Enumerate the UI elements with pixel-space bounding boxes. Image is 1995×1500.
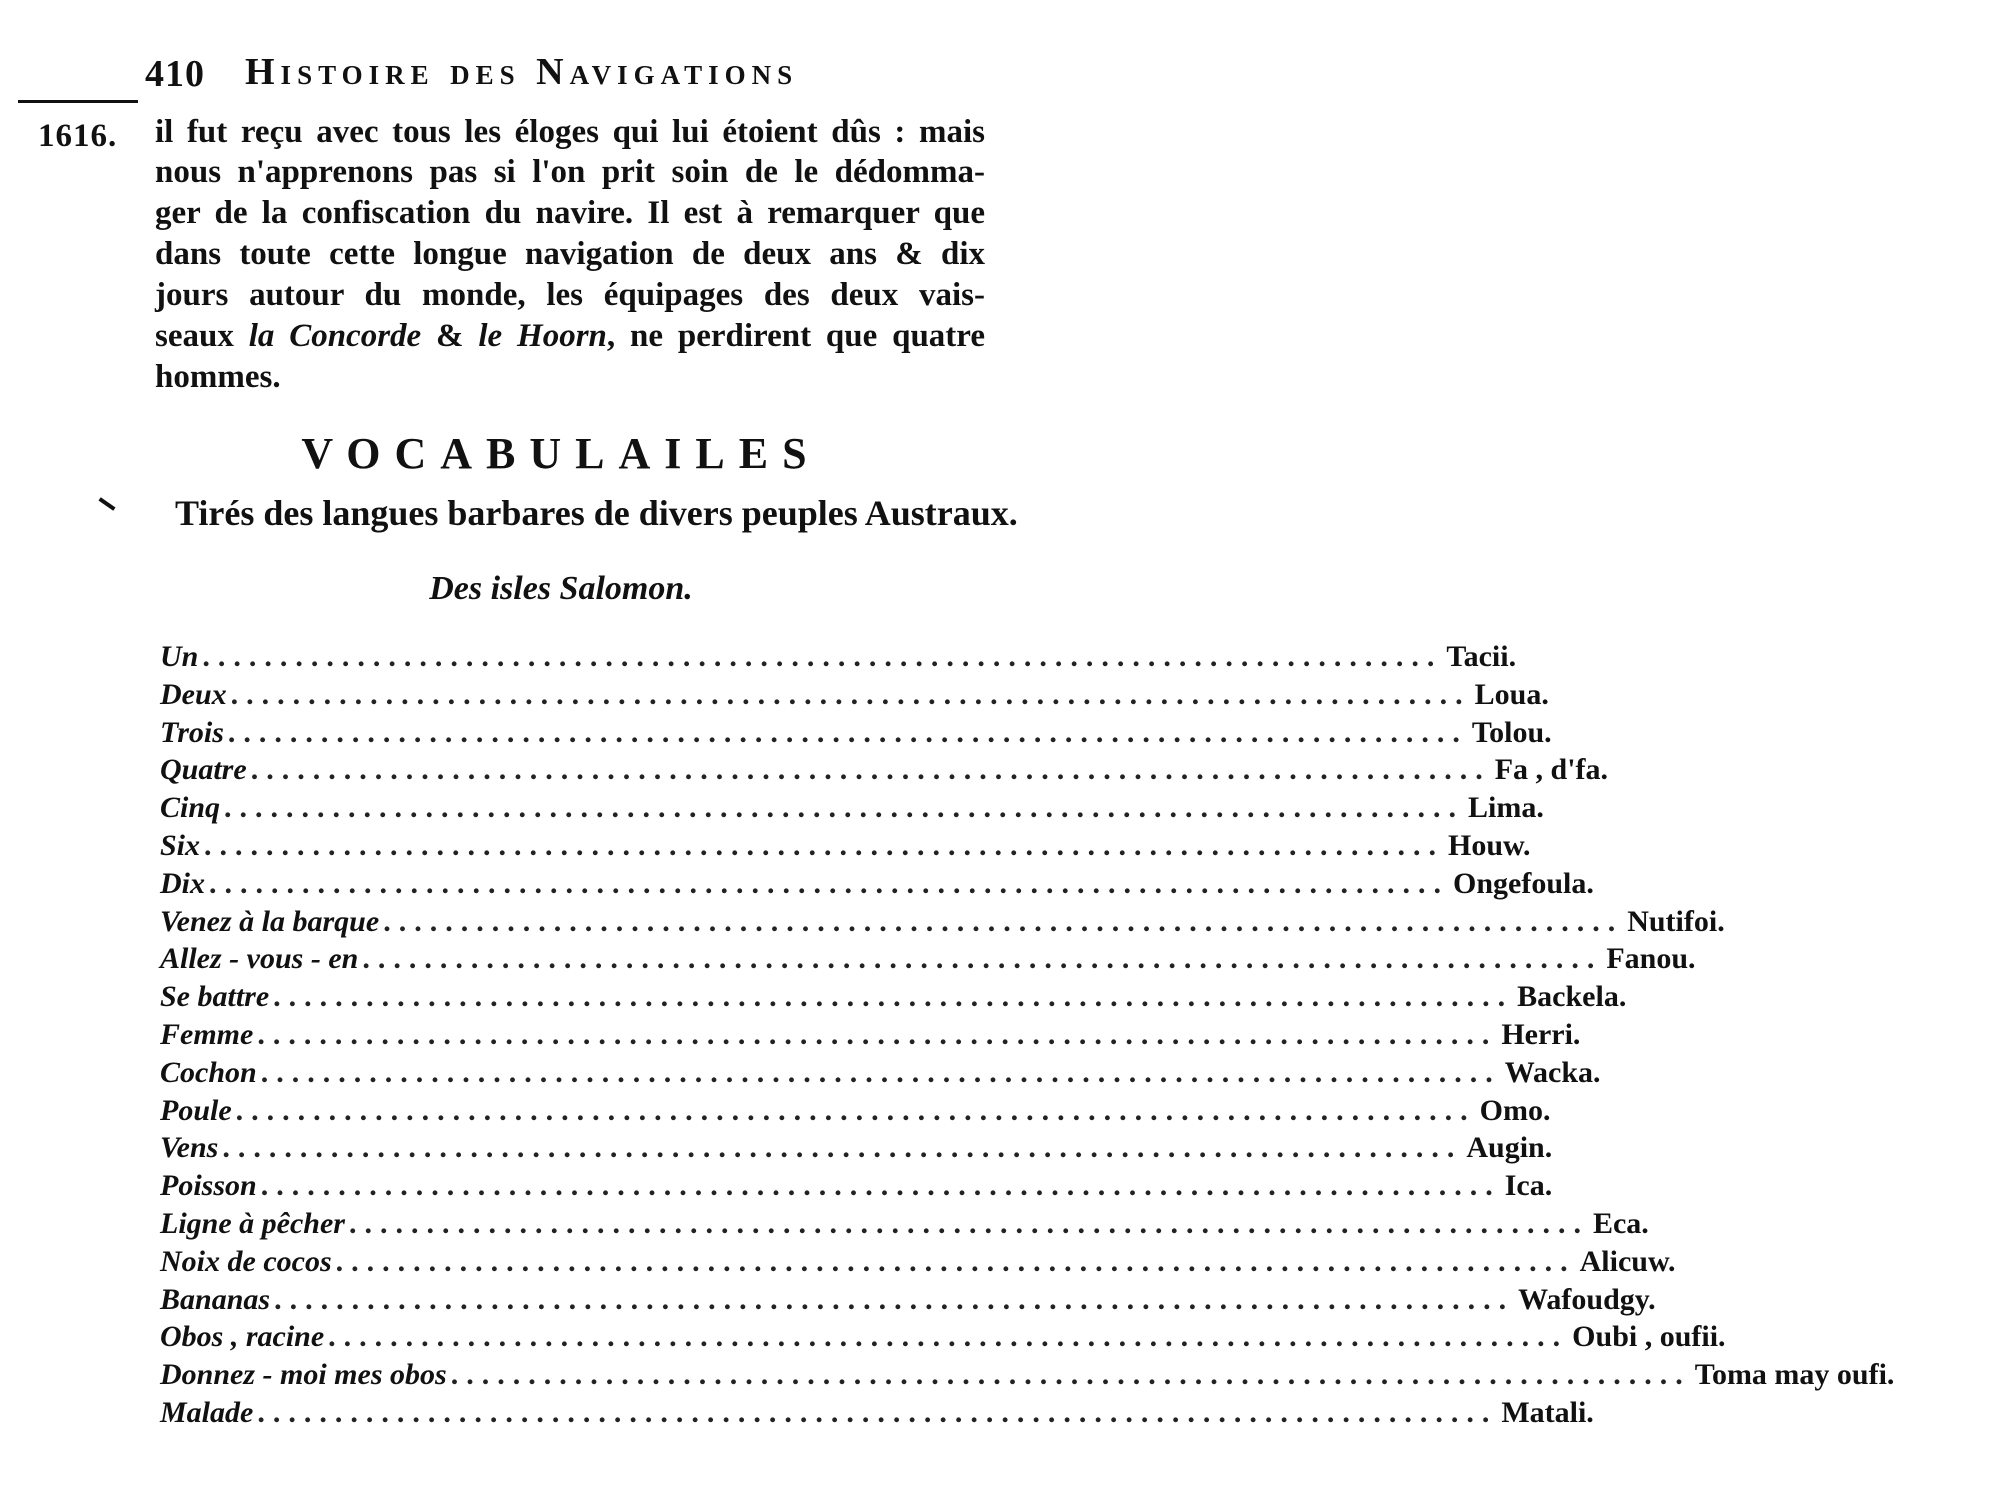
vocab-translation: Ica. xyxy=(1504,1169,1553,1203)
dot-leader: ................................................................................ xyxy=(328,1320,1569,1354)
ship-line-start: seaux xyxy=(155,318,234,354)
vocab-row xyxy=(160,677,1549,716)
vocab-row xyxy=(160,942,1696,980)
vocab-translation: Wafoudgy. xyxy=(1518,1282,1656,1316)
body-line: jours autour du monde, les équipages des deux vais- xyxy=(155,277,985,313)
vocab-term: Allez - vous - en xyxy=(160,942,359,976)
header-rule xyxy=(18,100,138,103)
vocab-row xyxy=(160,1358,1895,1396)
body-line-ships xyxy=(155,316,985,356)
vocab-term: Bananas xyxy=(160,1282,271,1316)
vocab-term: Cochon xyxy=(160,1055,257,1089)
vocab-row xyxy=(160,1244,1676,1283)
vocab-translation: Toma may oufi. xyxy=(1694,1358,1895,1392)
vocab-translation: Houw. xyxy=(1448,828,1531,862)
vocab-term: Malade xyxy=(160,1395,254,1429)
vocab-row xyxy=(160,1169,1553,1207)
dot-leader: ................................................................................ xyxy=(260,1169,1501,1203)
vocab-row xyxy=(160,904,1725,943)
vocab-translation: Fanou. xyxy=(1606,942,1696,976)
ampersand: & xyxy=(436,318,464,354)
dot-leader: ................................................................................ xyxy=(235,1093,1476,1127)
body-line: dans toute cette longue navigation de deux ans & dix xyxy=(155,236,985,272)
margin-mark xyxy=(98,497,115,511)
dot-leader: ................................................................................ xyxy=(450,1358,1691,1392)
vocab-term: Un xyxy=(160,640,199,673)
vocab-translation: Tacii. xyxy=(1446,640,1517,673)
vocab-term: Poisson xyxy=(160,1169,257,1203)
body-line: hommes. xyxy=(155,359,281,395)
vocab-row xyxy=(160,1206,1649,1245)
vocab-translation: Lima. xyxy=(1468,791,1544,825)
vocab-term: Vens xyxy=(160,1131,219,1165)
ship-line-end: , ne perdirent que quatre xyxy=(606,318,985,354)
vocab-term: Trois xyxy=(160,715,224,749)
page-number: 410 xyxy=(145,53,205,95)
vocab-translation: Nutifoi. xyxy=(1627,904,1725,938)
vocab-translation: Oubi , oufii. xyxy=(1572,1320,1726,1354)
vocab-translation: Matali. xyxy=(1501,1395,1594,1429)
dot-leader: ................................................................................ xyxy=(227,715,1468,749)
vocab-translation: Herri. xyxy=(1501,1017,1581,1051)
vocab-term: Six xyxy=(160,828,201,862)
vocab-term: Noix de cocos xyxy=(160,1244,332,1278)
vocab-translation: Omo. xyxy=(1479,1093,1551,1127)
vocab-term: Cinq xyxy=(160,791,221,825)
subsection-heading: Des isles Salomon. xyxy=(429,570,693,607)
dot-leader: ................................................................................ xyxy=(230,677,1471,711)
vocab-translation: Loua. xyxy=(1474,677,1549,711)
section-subtitle: Tirés des langues barbares de divers peuples Austraux. xyxy=(175,493,1018,533)
vocab-row xyxy=(160,980,1627,1018)
vocab-term: Poule xyxy=(160,1093,232,1127)
dot-leader: ................................................................................ xyxy=(260,1055,1501,1089)
vocab-term: Dix xyxy=(160,866,205,900)
vocab-translation: Augin. xyxy=(1466,1131,1553,1165)
dot-leader: ................................................................................ xyxy=(209,866,1449,900)
vocab-row xyxy=(160,640,1517,678)
body-line: il fut reçu avec tous les éloges qui lui étoient dûs : mais xyxy=(155,114,985,150)
vocab-row xyxy=(160,866,1594,905)
vocab-row xyxy=(160,1093,1551,1132)
vocab-translation: Fa , d'fa. xyxy=(1494,753,1609,787)
vocab-translation: Wacka. xyxy=(1504,1055,1601,1089)
vocab-term: Obos , racine xyxy=(160,1320,325,1354)
vocab-row xyxy=(160,828,1531,867)
dot-leader: ................................................................................ xyxy=(257,1395,1498,1429)
ship-name-hoorn: le Hoorn xyxy=(478,318,607,354)
vocab-term: Ligne à pêcher xyxy=(160,1206,345,1240)
vocab-row xyxy=(160,791,1544,829)
dot-leader: ................................................................................ xyxy=(362,942,1603,976)
ship-name-concorde: la Concorde xyxy=(248,318,422,354)
dot-leader: ................................................................................ xyxy=(383,904,1624,938)
dot-leader: ................................................................................ xyxy=(273,980,1514,1014)
body-line: nous n'apprenons pas si l'on prit soin de le dédomma- xyxy=(155,154,985,190)
running-head: Histoire des Navigations xyxy=(245,51,799,93)
vocab-row xyxy=(160,1395,1594,1434)
dot-leader: ................................................................................ xyxy=(257,1017,1498,1051)
dot-leader: ................................................................................ xyxy=(335,1244,1576,1278)
dot-leader: ................................................................................ xyxy=(250,753,1491,787)
vocab-row xyxy=(160,715,1552,754)
margin-year: 1616. xyxy=(38,118,118,154)
vocab-term: Deux xyxy=(160,677,227,711)
vocab-translation: Alicuw. xyxy=(1579,1244,1676,1278)
dot-leader: ................................................................................ xyxy=(274,1282,1515,1316)
dot-leader: ................................................................................ xyxy=(348,1206,1589,1240)
vocab-term: Venez à la barque xyxy=(160,904,380,938)
vocab-row xyxy=(160,1131,1553,1169)
vocabulary-list xyxy=(160,640,1895,1434)
vocab-translation: Tolou. xyxy=(1471,715,1552,749)
vocab-term: Donnez - moi mes obos xyxy=(160,1358,447,1392)
dot-leader: ................................................................................ xyxy=(202,640,1443,673)
vocab-translation: Eca. xyxy=(1592,1206,1649,1240)
vocab-term: Se battre xyxy=(160,980,270,1014)
vocab-row xyxy=(160,753,1609,791)
body-line: ger de la confiscation du navire. Il est à remarquer que xyxy=(155,195,985,231)
dot-leader: ................................................................................ xyxy=(222,1131,1463,1165)
vocab-term: Femme xyxy=(160,1017,254,1051)
vocab-row xyxy=(160,1017,1581,1056)
vocab-row xyxy=(160,1282,1656,1321)
vocab-row xyxy=(160,1055,1601,1094)
vocab-term: Quatre xyxy=(160,753,247,787)
vocab-row xyxy=(160,1320,1726,1358)
vocab-translation: Ongefoula. xyxy=(1453,866,1594,900)
dot-leader: ................................................................................ xyxy=(224,791,1465,825)
dot-leader: ................................................................................ xyxy=(204,828,1445,862)
vocab-translation: Backela. xyxy=(1517,980,1627,1014)
section-title: VOCABULAILES xyxy=(301,429,821,478)
